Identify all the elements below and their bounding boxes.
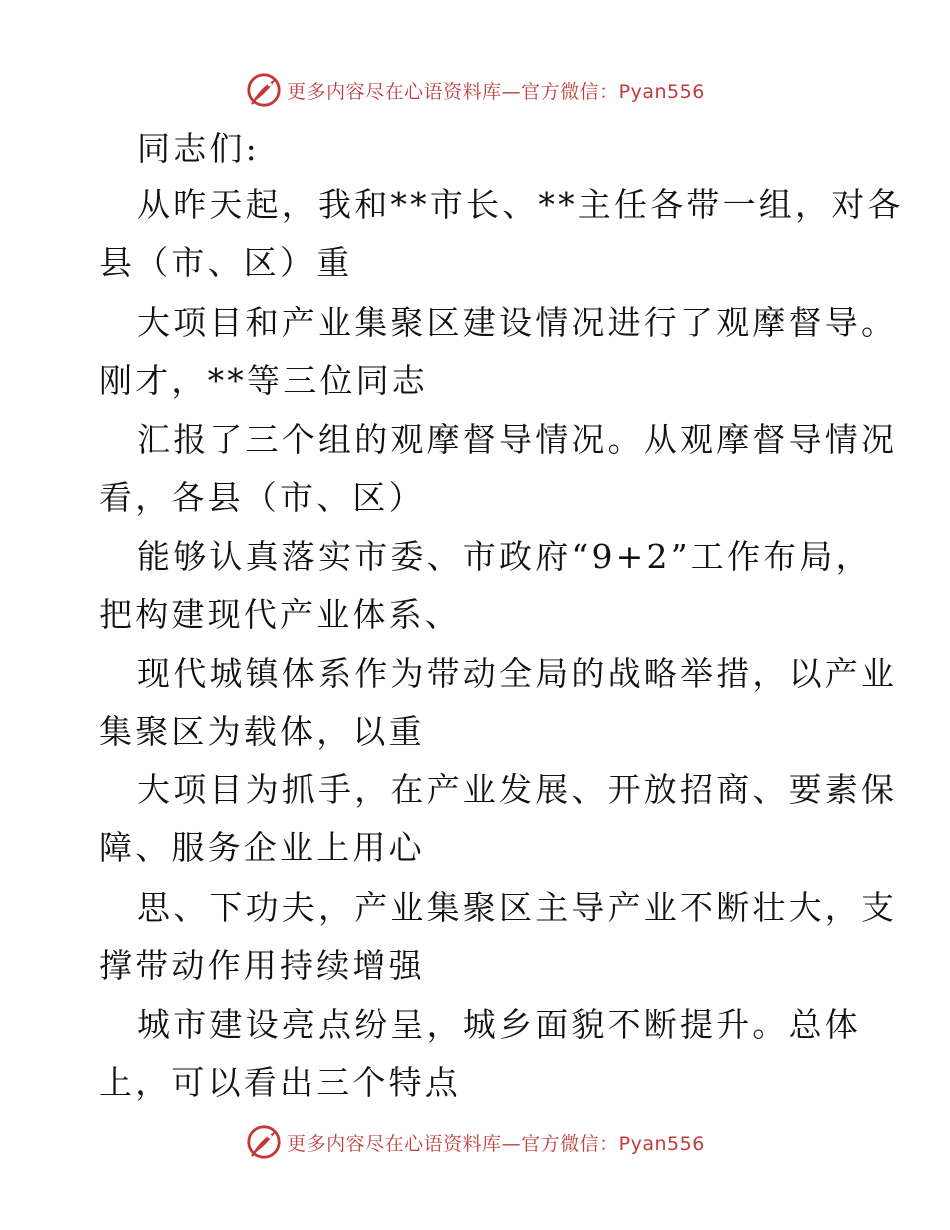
paragraph-line-15: 撑带动作用持续增强: [99, 946, 425, 985]
header-watermark-text: 更多内容尽在心语资料库—官方微信：Pyan556: [287, 80, 705, 103]
paragraph-line-6: 汇报了三个组的观摩督导情况。从观摩督导情况: [137, 420, 898, 459]
paragraph-line-8: 能够认真落实市委、市政府“9+2”工作布局，: [137, 537, 872, 576]
footer-watermark-text: 更多内容尽在心语资料库—官方微信：Pyan556: [287, 1132, 705, 1155]
quill-pen-logo-icon: [245, 71, 283, 109]
paragraph-line-17: 上，可以看出三个特点: [99, 1063, 461, 1102]
paragraph-line-4: 大项目和产业集聚区建设情况进行了观摩督导。: [137, 303, 898, 342]
paragraph-line-12: 大项目为抓手，在产业发展、开放招商、要素保: [137, 770, 898, 809]
quill-pen-logo-icon: [245, 1123, 283, 1161]
paragraph-line-10: 现代城镇体系作为带动全局的战略举措，以产业: [137, 654, 898, 693]
paragraph-line-13: 障、服务企业上用心: [99, 828, 425, 867]
paragraph-line-1: 同志们:: [137, 129, 260, 168]
paragraph-line-7: 看，各县（市、区）: [99, 478, 425, 517]
paragraph-line-2: 从昨天起，我和**市长、**主任各带一组，对各: [137, 185, 904, 224]
paragraph-line-14: 思、下功夫，产业集聚区主导产业不断壮大，支: [137, 888, 898, 927]
paragraph-line-3: 县（市、区）重: [99, 243, 353, 282]
paragraph-line-9: 把构建现代产业体系、: [99, 595, 461, 634]
paragraph-line-5: 刚才，**等三位同志: [99, 361, 428, 400]
paragraph-line-16: 城市建设亮点纷呈，城乡面貌不断提升。总体: [137, 1005, 861, 1044]
header-watermark-banner: [0, 68, 950, 112]
paragraph-line-11: 集聚区为载体，以重: [99, 712, 425, 751]
footer-watermark-banner: [0, 1120, 950, 1164]
